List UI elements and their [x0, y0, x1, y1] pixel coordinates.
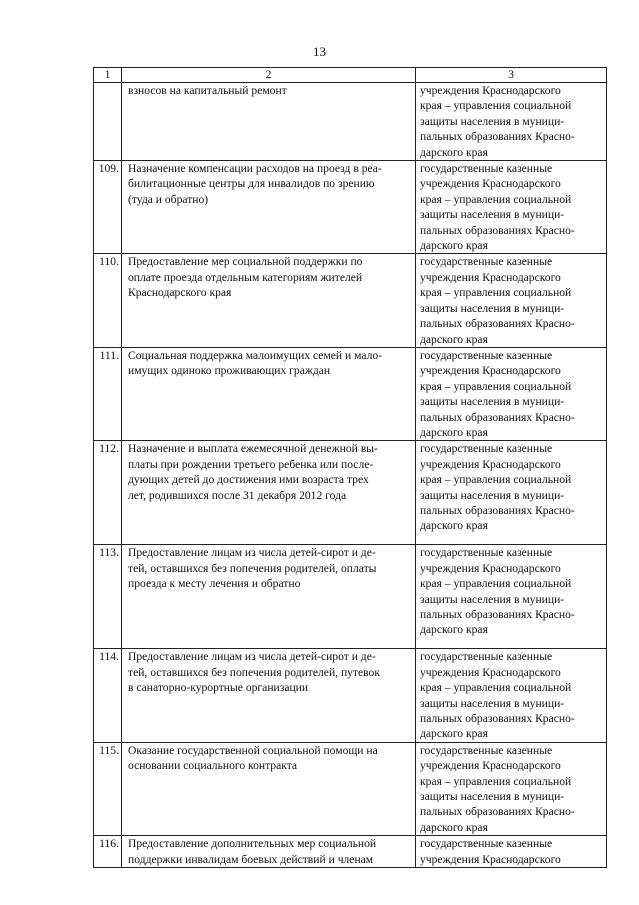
responsible-organization: государственные казенные учреждения Краснодарского края – управления социальной защиты населения в муници- пальных образованиях Красно- дарского края — [416, 742, 607, 835]
service-description: Предоставление лицам из числа детей-сирот и де- тей, оставшихся без попечения родителей, путевок в санаторно-курортные организации — [122, 649, 416, 742]
responsible-organization: государственные казенные учреждения Краснодарского края – управления социальной защиты населения в муници- пальных образованиях Красно- дарского края — [416, 254, 607, 347]
row-number: 113. — [94, 545, 122, 649]
page-number: 13 — [313, 44, 326, 59]
services-table — [93, 67, 607, 868]
service-description: Назначение компенсации расходов на проезд в реа- билитационные центры для инвалидов по зрению (туда и обратно) — [122, 161, 416, 254]
row-number: 115. — [94, 742, 122, 835]
header-col-1: 1 — [94, 68, 122, 83]
row-number: 109. — [94, 161, 122, 254]
table-row — [94, 83, 607, 161]
service-description: Социальная поддержка малоимущих семей и мало- имущих одиноко проживающих граждан — [122, 347, 416, 440]
row-number: 116. — [94, 836, 122, 868]
row-number: 114. — [94, 649, 122, 742]
service-description: взносов на капитальный ремонт — [122, 83, 416, 161]
responsible-organization: государственные казенные учреждения Краснодарского края – управления социальной защиты населения в муници- пальных образованиях Красно- дарского края — [416, 441, 607, 545]
service-description: Назначение и выплата ежемесячной денежной вы- платы при рождении третьего ребенка или после- дующих детей до достижения ими возраста трех лет, родившихся после 31 декабря 2012 года — [122, 441, 416, 545]
service-description: Оказание государственной социальной помощи на основании социального контракта — [122, 742, 416, 835]
responsible-organization: государственные казенные учреждения Краснодарского края – управления социальной защиты населения в муници- пальных образованиях Красно- дарского края — [416, 545, 607, 649]
table-row — [94, 161, 607, 254]
table-row — [94, 649, 607, 742]
table-row — [94, 545, 607, 649]
row-number: 110. — [94, 254, 122, 347]
responsible-organization: государственные казенные учреждения Краснодарского края – управления социальной защиты населения в муници- пальных образованиях Красно- дарского края — [416, 347, 607, 440]
table-row — [94, 347, 607, 440]
responsible-organization: государственные казенные учреждения Краснодарского — [416, 836, 607, 868]
row-number: 111. — [94, 347, 122, 440]
table-row — [94, 742, 607, 835]
row-number: 112. — [94, 441, 122, 545]
service-description: Предоставление мер социальной поддержки по оплате проезда отдельным категориям жителей Краснодарского края — [122, 254, 416, 347]
header-col-3: 3 — [416, 68, 607, 83]
responsible-organization: государственные казенные учреждения Краснодарского края – управления социальной защиты населения в муници- пальных образованиях Красно- дарского края — [416, 649, 607, 742]
table-row — [94, 441, 607, 545]
table-row — [94, 836, 607, 868]
service-description: Предоставление лицам из числа детей-сирот и де- тей, оставшихся без попечения родителей, оплаты проезда к месту лечения и обратно — [122, 545, 416, 649]
table-header-row — [94, 68, 607, 83]
responsible-organization: учреждения Краснодарского края – управления социальной защиты населения в муници- пальных образованиях Красно- дарского края — [416, 83, 607, 161]
header-col-2: 2 — [122, 68, 416, 83]
table-row — [94, 254, 607, 347]
responsible-organization: государственные казенные учреждения Краснодарского края – управления социальной защиты населения в муници- пальных образованиях Красно- дарского края — [416, 161, 607, 254]
row-number — [94, 83, 122, 161]
service-description: Предоставление дополнительных мер социальной поддержки инвалидам боевых действий и членам — [122, 836, 416, 868]
